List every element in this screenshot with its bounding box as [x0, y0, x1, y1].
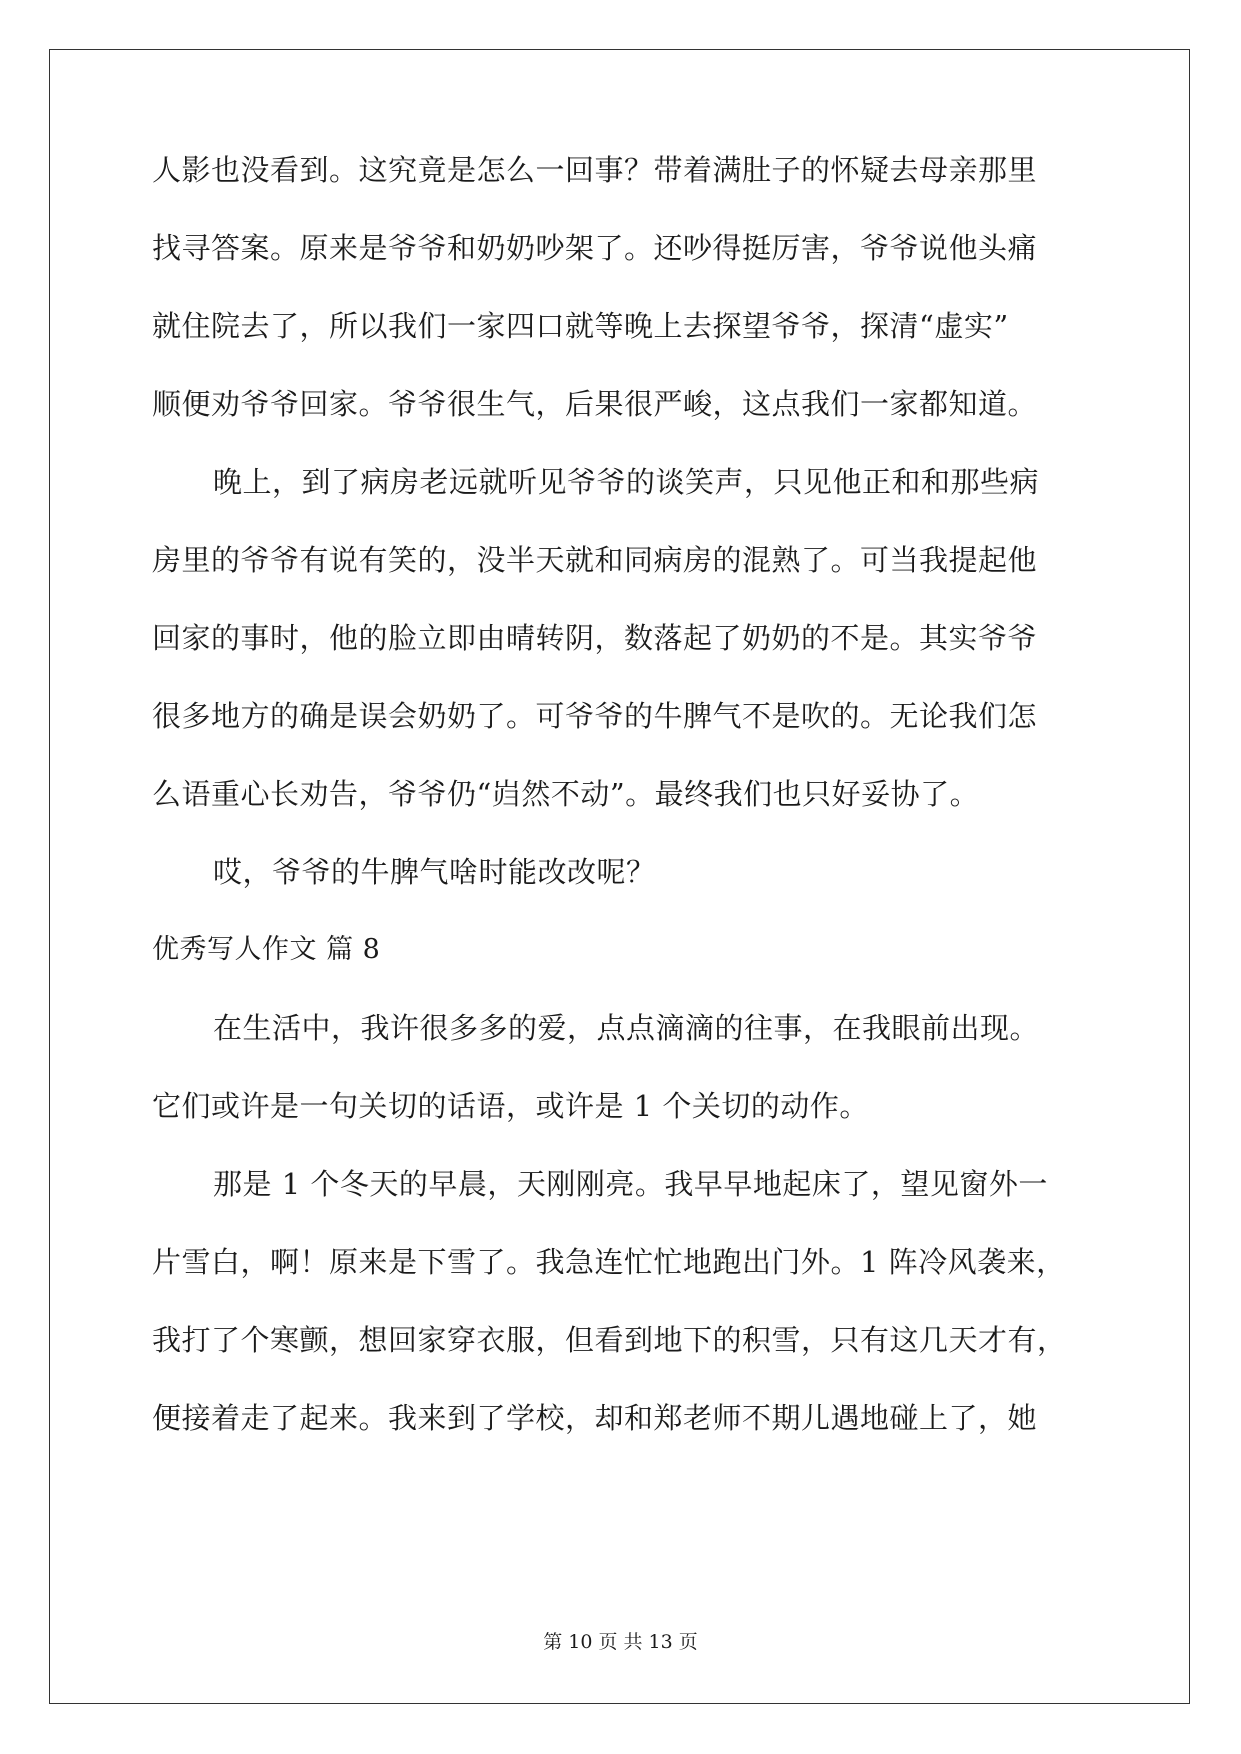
text-line: 房里的爷爷有说有笑的，没半天就和同病房的混熟了。可当我提起他 [152, 543, 1038, 577]
text-line: 就住院去了，所以我们一家四口就等晚上去探望爷爷，探清“虚实” [152, 309, 1009, 343]
paragraph-first-line: 哎，爷爷的牛脾气啥时能改改呢？ [213, 855, 656, 889]
text-line: 找寻答案。原来是爷爷和奶奶吵架了。还吵得挺厉害，爷爷说他头痛 [152, 231, 1038, 265]
text-line: 回家的事时，他的脸立即由晴转阴，数落起了奶奶的不是。其实爷爷 [152, 621, 1038, 655]
section-heading: 优秀写人作文 篇 8 [152, 934, 381, 965]
paragraph-first-line: 在生活中，我许很多多的爱，点点滴滴的往事，在我眼前出现。 [213, 1011, 1040, 1045]
page-number-footer: 第 10 页 共 13 页 [543, 1631, 698, 1653]
paragraph-first-line: 那是 1 个冬天的早晨，天刚刚亮。我早早地起床了，望见窗外一 [213, 1167, 1048, 1201]
text-line: 么语重心长劝告，爷爷仍“岿然不动”。最终我们也只好妥协了。 [152, 777, 980, 811]
paragraph-first-line: 晚上，到了病房老远就听见爷爷的谈笑声，只见他正和和那些病 [213, 465, 1040, 499]
text-line: 便接着走了起来。我来到了学校，却和郑老师不期儿遇地碰上了，她 [152, 1401, 1038, 1435]
text-line: 顺便劝爷爷回家。爷爷很生气，后果很严峻，这点我们一家都知道。 [152, 387, 1038, 421]
text-line: 片雪白，啊！原来是下雪了。我急连忙忙地跑出门外。1 阵冷风袭来， [152, 1245, 1066, 1279]
text-line: 它们或许是一句关切的话语，或许是 1 个关切的动作。 [152, 1089, 869, 1123]
text-line: 人影也没看到。这究竟是怎么一回事？带着满肚子的怀疑去母亲那里 [152, 153, 1038, 187]
text-line: 很多地方的确是误会奶奶了。可爷爷的牛脾气不是吹的。无论我们怎 [152, 699, 1038, 733]
text-line: 我打了个寒颤，想回家穿衣服，但看到地下的积雪，只有这几天才有， [152, 1323, 1067, 1357]
